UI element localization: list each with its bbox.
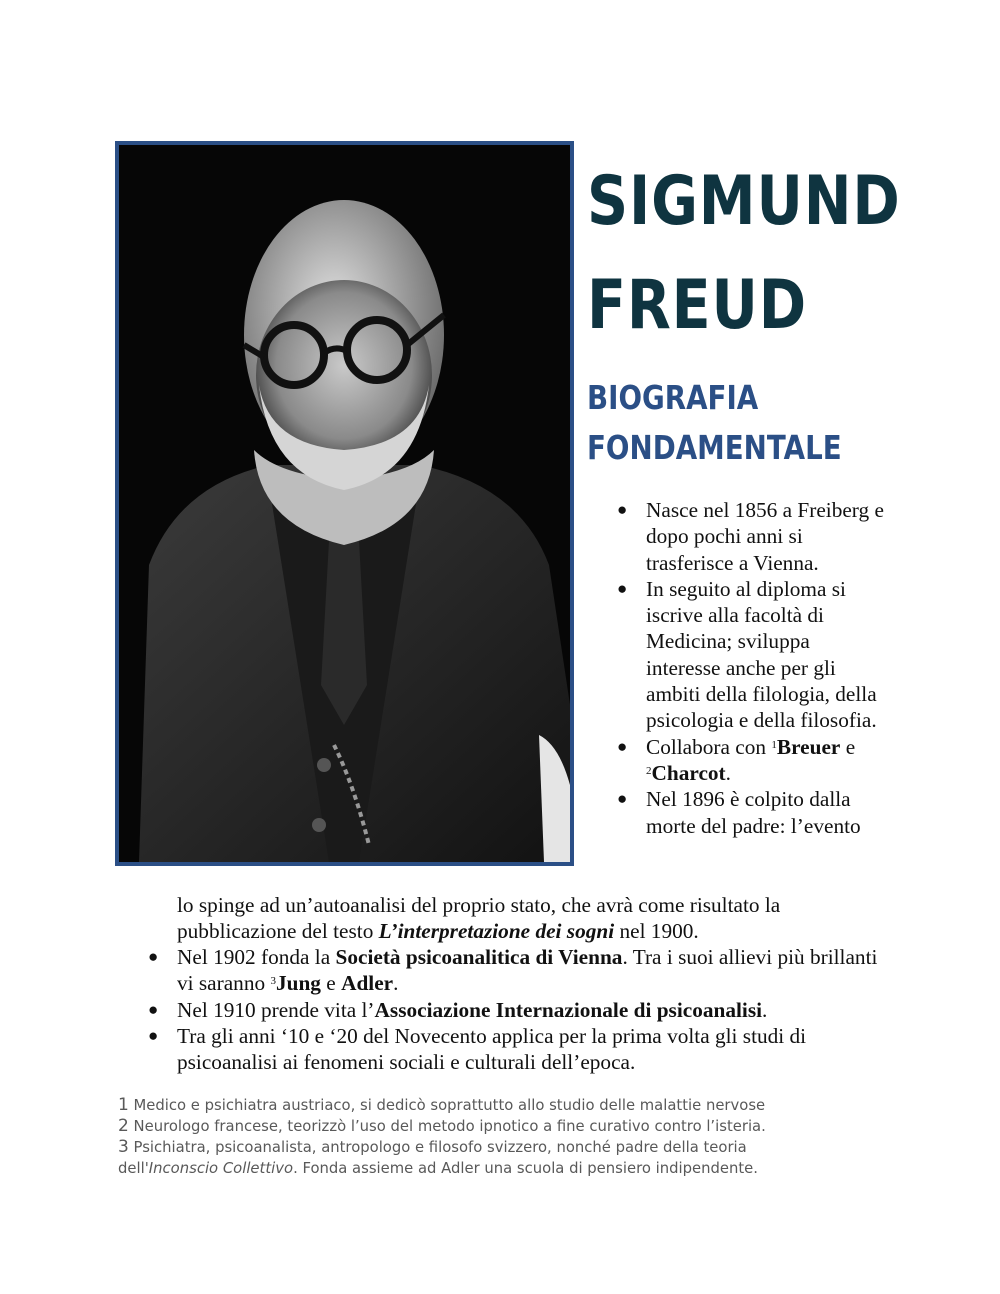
bullet-list-side xyxy=(617,497,889,839)
bullet-collaboration: ● Collabora con $^1$Breuer e $^2$Charcot. xyxy=(617,734,889,787)
bullet-father-death: ● Nel 1896 è colpito dalla morte del padre: l’evento xyxy=(617,786,889,839)
bullet-birth: ● Nasce nel 1856 a Freiberg e dopo pochi anni si trasferisce a Vienna. xyxy=(617,497,889,576)
subtitle-line-1: BIOGRAFIA xyxy=(587,378,759,417)
bullet-association: ● Nel 1910 prende vita l’Associazione Internazionale di psicoanalisi. xyxy=(148,997,888,1023)
footnote-3: 3 Psichiatra, psicoanalista, antropologo e filosofo svizzero, nonché padre della teoria xyxy=(118,1137,747,1157)
book-title: L’interpretazione dei sogni xyxy=(378,919,615,944)
title-line-2: FREUD xyxy=(587,266,808,345)
section-subtitle xyxy=(587,373,842,473)
bullet-list-main xyxy=(148,944,888,1075)
footnote-1: 1 Medico e psichiatra austriaco, si dedicò soprattutto allo studio delle malattie nervose xyxy=(118,1095,766,1115)
title-line-1: SIGMUND xyxy=(587,162,901,241)
bullet-society: ● Nel 1902 fonda la Società psicoanalitica di Vienna. Tra i suoi allievi più brillanti vi saranno $^3$Jung e Adler. xyxy=(148,944,888,997)
page-title xyxy=(587,150,901,358)
footnote-3-continuation: dell'Inconscio Collettivo. Fonda assieme ad Adler una scuola di pensiero indipendente. xyxy=(118,1160,758,1177)
portrait-photo xyxy=(115,141,574,866)
bullet-education: ● In seguito al diploma si iscrive alla facoltà di Medicina; sviluppa interesse anche per gli ambiti della filologia, della psicologia e della filosofia. xyxy=(617,576,889,734)
subtitle-line-2: FONDAMENTALE xyxy=(587,428,842,467)
bullet-continuation: lo spinge ad un’autoanalisi del proprio stato, che avrà come risultato la pubblicazione del testo L’interpretazione dei sogni nel 1900. xyxy=(177,893,781,944)
footnotes xyxy=(118,1095,878,1179)
bullet-social-studies: ● Tra gli anni ‘10 e ‘20 del Novecento applica per la prima volta gli studi di psicoanalisi ai fenomeni sociali e culturali dell’epoca. xyxy=(148,1023,888,1076)
footnote-2: 2 Neurologo francese, teorizzò l’uso del metodo ipnotico a fine curativo contro l’isteria. xyxy=(118,1116,766,1136)
